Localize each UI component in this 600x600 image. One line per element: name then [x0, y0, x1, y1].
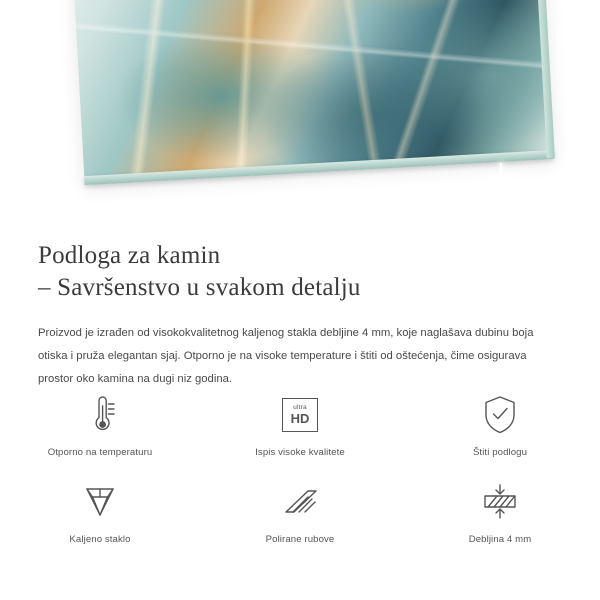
feature-row [0, 392, 600, 458]
feature-label: Ispis visoke kvalitete [255, 447, 345, 458]
headline-line-1: Podloga za kamin [38, 242, 221, 269]
diamond-icon [79, 479, 121, 525]
feature-item-polished-edges [200, 479, 400, 545]
feature-label: Debljina 4 mm [468, 534, 532, 545]
ultra-hd-badge-bottom: HD [290, 411, 310, 427]
ultra-hd-badge-top: ultra [293, 403, 307, 411]
feature-label: Štiti podlogu [472, 447, 528, 458]
ultra-hd-icon [282, 392, 318, 438]
feature-item-thickness [400, 479, 600, 545]
product-description: Proizvod je izrađen od visokokvalitetnog kaljenog stakla debljine 4 mm, koje naglašava dubinu boja otiska i pruža elegantan sjaj. Otporno je na visoke temperature i štiti od oštećenja, čime osigurava prostor oko kamina na dugi niz godina. [38, 327, 534, 385]
feature-grid [0, 392, 600, 545]
thickness-icon [478, 479, 522, 525]
headline-line-2: – Savršenstvo u svakom detalju [38, 274, 361, 301]
hero-image-tilt-wrapper [0, 0, 600, 218]
feature-label: Kaljeno staklo [69, 534, 131, 545]
feature-label: Otporno na temperaturu [47, 447, 153, 458]
feature-row [0, 479, 600, 545]
page-title [0, 218, 600, 304]
hero-image [0, 0, 600, 218]
shield-check-icon [480, 392, 520, 438]
feature-item-surface-protection [400, 392, 600, 458]
polished-edges-icon [278, 479, 322, 525]
feature-item-print-quality [200, 392, 400, 458]
feature-item-temperature [0, 392, 200, 458]
feature-label: Polirane rubove [265, 534, 335, 545]
thermometer-icon [80, 392, 120, 438]
feature-item-tempered-glass [0, 479, 200, 545]
text-content [0, 218, 600, 391]
